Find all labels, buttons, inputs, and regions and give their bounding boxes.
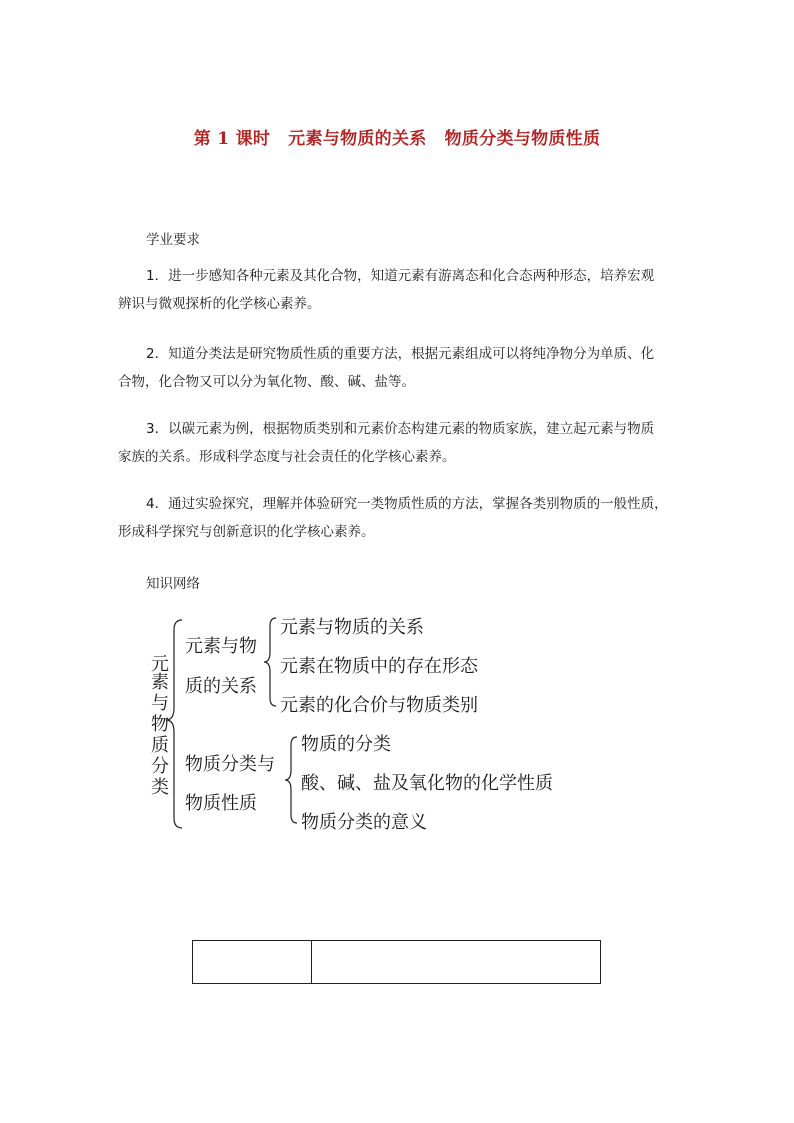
root-char-6: 分 xyxy=(151,756,169,777)
branch2-brace xyxy=(285,737,297,823)
requirement-4-line-1: 4．通过实验探究，理解并体验研究一类物质性质的方法，掌握各类别物质的一般性质， xyxy=(146,496,668,512)
empty-table-cell-1 xyxy=(193,941,312,983)
requirement-3-line-2: 家族的关系。形成科学态度与社会责任的化学核心素养。 xyxy=(118,449,456,465)
requirement-3-line-1: 3．以碳元素为例，根据物质类别和元素价态构建元素的物质家族，建立起元素与物质 xyxy=(146,421,655,437)
branch1-leaf-1: 元素与物质的关系 xyxy=(280,617,424,638)
root-char-5: 质 xyxy=(151,735,169,756)
branch1-leaf-2: 元素在物质中的存在形态 xyxy=(280,656,478,677)
branch1-leaf-3: 元素的化合价与物质类别 xyxy=(280,695,478,716)
requirement-1-line-1: 1．进一步感知各种元素及其化合物，知道元素有游离态和化合态两种形态，培养宏观 xyxy=(146,268,655,284)
branch2-leaf-1: 物质的分类 xyxy=(301,734,391,755)
requirement-2-line-1: 2．知道分类法是研究物质性质的重要方法，根据元素组成可以将纯净物分为单质、化 xyxy=(146,346,655,362)
requirement-1-line-2: 辨识与微观探析的化学核心素养。 xyxy=(118,296,321,312)
requirement-4-line-2: 形成科学探究与创新意识的化学核心素养。 xyxy=(118,524,375,540)
lesson-number: 第 1 课时 xyxy=(193,129,271,149)
network-heading: 知识网络 xyxy=(146,576,200,592)
title-part-2: 物质分类与物质性质 xyxy=(444,129,601,149)
empty-table-cell-2 xyxy=(312,941,600,983)
root-char-7: 类 xyxy=(151,777,169,798)
branch1-label-line-1: 元素与物 xyxy=(185,636,257,657)
branch2-label-line-2: 物质性质 xyxy=(185,793,257,814)
root-char-4: 物 xyxy=(151,714,169,735)
title-part-1: 元素与物质的关系 xyxy=(288,129,427,149)
requirements-heading: 学业要求 xyxy=(146,232,200,248)
root-char-2: 素 xyxy=(151,672,169,693)
root-char-1: 元 xyxy=(151,654,169,675)
root-char-3: 与 xyxy=(151,693,169,714)
branch2-leaf-2: 酸、碱、盐及氧化物的化学性质 xyxy=(301,773,553,794)
branch1-brace xyxy=(264,618,276,706)
empty-table xyxy=(192,940,601,984)
requirement-2-line-2: 合物，化合物又可以分为氧化物、酸、碱、盐等。 xyxy=(118,374,415,390)
branch2-leaf-3: 物质分类的意义 xyxy=(301,812,427,833)
branch2-label-line-1: 物质分类与 xyxy=(185,754,275,775)
branch1-label-line-2: 质的关系 xyxy=(185,676,257,697)
